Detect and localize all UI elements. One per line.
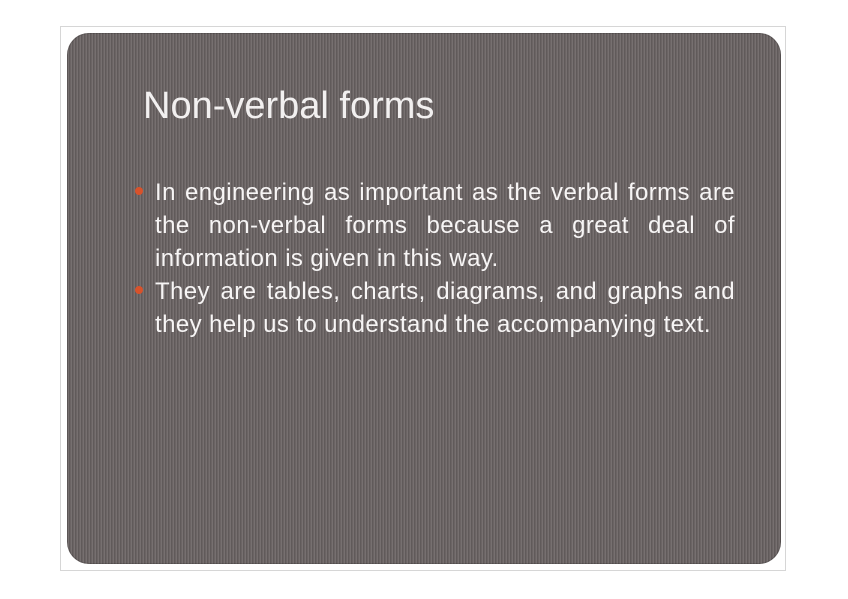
bullet-list (155, 176, 735, 341)
slide-title: Non-verbal forms (143, 85, 435, 127)
bullet-dot-icon (135, 286, 143, 294)
bullet-item (155, 275, 735, 341)
bullet-text: They are tables, charts, diagrams, and graphs and they help us to understand the accompanying text. (155, 278, 735, 338)
bullet-item (155, 176, 735, 275)
slide (67, 33, 781, 564)
bullet-text: In engineering as important as the verbal forms are the non-verbal forms because a great deal of information is given in this way. (155, 179, 735, 272)
bullet-dot-icon (135, 187, 143, 195)
